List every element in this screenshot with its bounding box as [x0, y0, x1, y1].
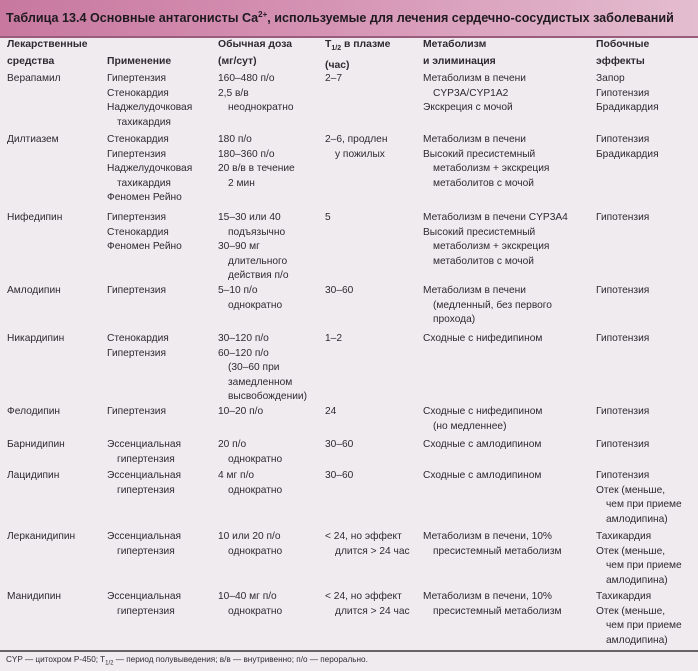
dose-line: 2 мин	[228, 177, 255, 189]
cell-side	[596, 590, 682, 648]
side-line: Гипотензия	[596, 470, 650, 481]
metab-line: Метаболизм в печени, 10%	[423, 531, 552, 542]
use-line: Эссенциальная	[107, 439, 182, 450]
cell-drug	[7, 438, 65, 453]
use-line: Гипертензия	[107, 347, 166, 359]
cell-use	[107, 438, 181, 467]
use-line: Гипертензия	[107, 73, 166, 84]
cell-t12	[325, 438, 353, 453]
t12-line: < 24, но эффект	[325, 591, 402, 602]
metab-line: Сходные с амлодипином	[423, 439, 542, 450]
cell-use	[107, 211, 182, 255]
use-line: Наджелудочковая	[107, 163, 193, 174]
cell-drug	[7, 332, 64, 347]
cell-metab	[423, 590, 562, 619]
cell-drug	[7, 133, 59, 148]
metab-line: (но медленнее)	[433, 420, 507, 432]
cell-dose	[218, 438, 282, 467]
cell-dose	[218, 284, 282, 313]
dose-line: действия п/о	[228, 270, 289, 281]
dose-line: 2,5 в/в	[218, 87, 249, 99]
dose-line: однократно	[228, 484, 283, 496]
side-line: Тахикардия	[596, 591, 652, 602]
drug-name: Лерканидипин	[7, 531, 76, 542]
side-line: чем при приеме	[606, 560, 682, 571]
side-line: Запор	[596, 73, 625, 84]
t12-line: 30–60	[325, 285, 354, 296]
cell-t12	[325, 590, 410, 619]
dose-line: однократно	[228, 299, 283, 311]
cell-metab	[423, 211, 568, 269]
metab-line: Экскреция с мочой	[423, 102, 513, 113]
cell-drug	[7, 72, 61, 87]
dose-line: подъязычно	[228, 226, 286, 238]
drug-name: Манидипин	[7, 591, 62, 602]
cell-side	[596, 72, 659, 116]
use-line: Гипертензия	[107, 148, 166, 160]
dose-line: 180–360 п/о	[218, 148, 275, 160]
use-line: Гипертензия	[107, 212, 166, 223]
t12-line: 30–60	[325, 470, 354, 481]
dose-line: неоднократно	[228, 102, 294, 113]
drug-name: Амлодипин	[7, 285, 61, 296]
dose-line: длительного	[228, 255, 288, 267]
cell-drug	[7, 284, 61, 299]
dose-line: высвобождении)	[228, 391, 308, 402]
t12-line: 30–60	[325, 439, 354, 450]
dose-line: 20 в/в в течение	[218, 163, 295, 174]
metab-line: пресистемный метаболизм	[433, 605, 562, 617]
side-line: Гипотензия	[596, 285, 650, 296]
cell-use	[107, 405, 166, 420]
use-line: гипертензия	[117, 605, 175, 617]
cell-dose	[218, 133, 295, 191]
header-drugs: Лекарственные средства	[7, 39, 88, 67]
t12-line: < 24, но эффект	[325, 531, 402, 542]
metab-line: CYP3A/CYP1A2	[433, 87, 509, 99]
dose-line: однократно	[228, 605, 283, 617]
cell-dose	[218, 590, 282, 619]
cell-side	[596, 332, 649, 347]
dose-line: 15–30 или 40	[218, 212, 281, 223]
cell-use	[107, 530, 181, 559]
dose-line: однократно	[228, 545, 283, 557]
header-half-life: $T_{1/2}$ в плазме (час)	[325, 39, 391, 71]
use-line: тахикардия	[117, 177, 171, 189]
side-line: амлодипина)	[606, 574, 668, 586]
cell-metab	[423, 438, 541, 453]
cell-t12	[325, 284, 353, 299]
cell-use	[107, 72, 192, 130]
cell-drug	[7, 469, 59, 484]
cell-dose	[218, 530, 282, 559]
cell-use	[107, 469, 181, 498]
use-line: тахикардия	[117, 116, 171, 128]
metab-line: Высокий пресистемный	[423, 226, 536, 238]
side-line: Отек (меньше,	[596, 484, 666, 496]
metab-line: прохода)	[433, 314, 476, 325]
cell-side	[596, 133, 659, 162]
metab-line: Сходные с амлодипином	[423, 470, 542, 481]
cell-use	[107, 332, 169, 361]
cell-t12	[325, 530, 410, 559]
cell-metab	[423, 332, 542, 347]
metab-line: (медленный, без первого	[433, 299, 552, 311]
side-line: Гипотензия	[596, 333, 650, 344]
dose-line: замедленном	[228, 376, 293, 388]
dose-line: однократно	[228, 453, 283, 465]
dose-line: 30–120 п/о	[218, 333, 269, 344]
cell-side	[596, 284, 649, 299]
dose-line: 10–40 мг п/о	[218, 591, 277, 602]
cell-dose	[218, 469, 282, 498]
t12-line: 2–6, продлен	[325, 134, 388, 145]
title-superscript: 2+	[258, 10, 268, 19]
title-text: Таблица 13.4 Основные антагонисты Ca	[6, 11, 259, 26]
cell-metab	[423, 530, 562, 559]
cell-metab	[423, 284, 552, 328]
cell-use	[107, 133, 192, 206]
drug-name: Фелодипин	[7, 406, 61, 417]
metab-line: метаболитов с мочой	[433, 177, 534, 189]
table-title	[6, 10, 674, 25]
cell-use	[107, 284, 166, 299]
metab-line: Метаболизм в печени	[423, 285, 526, 296]
cell-drug	[7, 530, 75, 545]
use-line: Эссенциальная	[107, 531, 182, 542]
cell-drug	[7, 405, 60, 420]
dose-line: (30–60 при	[228, 362, 280, 373]
side-line: Гипотензия	[596, 439, 650, 450]
side-line: Гипотензия	[596, 406, 650, 417]
cell-metab	[423, 405, 542, 434]
dose-line: 30–90 мг	[218, 241, 260, 252]
dose-line: 20 п/о	[218, 439, 247, 450]
cell-dose	[218, 211, 289, 284]
t12-line: 24	[325, 406, 337, 417]
metab-line: Сходные с нифедипином	[423, 406, 543, 417]
cell-side	[596, 469, 682, 527]
cell-dose	[218, 332, 307, 405]
t12-line: у пожилых	[335, 148, 385, 160]
metab-line: Метаболизм в печени, 10%	[423, 591, 552, 602]
cell-drug	[7, 211, 62, 226]
use-line: Гипертензия	[107, 406, 166, 417]
side-line: Тахикардия	[596, 531, 652, 542]
use-line: Феномен Рейно	[107, 192, 182, 203]
side-line: Отек (меньше,	[596, 545, 666, 557]
side-line: Гипотензия	[596, 134, 650, 145]
metab-line: Сходные с нифедипином	[423, 333, 543, 344]
side-line: чем при приеме	[606, 499, 682, 510]
use-line: гипертензия	[117, 484, 175, 496]
dose-line: 10–20 п/о	[218, 406, 264, 417]
use-line: Стенокардия	[107, 87, 169, 99]
header-side-effects: Побочные эффекты	[596, 39, 650, 67]
drug-name: Нифедипин	[7, 212, 63, 223]
t12-line: длится > 24 час	[335, 545, 410, 557]
use-line: Эссенциальная	[107, 470, 182, 481]
title-text-suffix: , используемые для лечения сердечно-сосудистых заболеваний	[267, 11, 674, 26]
cell-dose	[218, 405, 263, 420]
t12-line: 2–7	[325, 73, 342, 84]
use-line: Стенокардия	[107, 333, 169, 344]
cell-side	[596, 438, 649, 453]
metab-line: метаболизм + экскреция	[433, 163, 550, 174]
dose-line: 4 мг п/о	[218, 470, 255, 481]
cell-side	[596, 405, 649, 420]
header-dose: Обычная доза (мг/сут)	[218, 39, 293, 67]
metab-line: Метаболизм в печени	[423, 73, 526, 84]
side-line: амлодипина)	[606, 634, 668, 646]
cell-t12	[325, 211, 331, 226]
cell-t12	[325, 133, 387, 162]
side-line: Гипотензия	[596, 212, 650, 223]
t12-line: длится > 24 час	[335, 605, 410, 617]
cell-metab	[423, 133, 549, 191]
dose-line: 60–120 п/о	[218, 347, 269, 359]
use-line: Стенокардия	[107, 134, 169, 145]
side-line: чем при приеме	[606, 620, 682, 631]
header-metabolism: Метаболизм и элиминация	[423, 39, 496, 67]
cell-t12	[325, 72, 342, 87]
use-line: Наджелудочковая	[107, 102, 193, 113]
side-line: Брадикардия	[596, 102, 659, 113]
side-line: амлодипина)	[606, 513, 668, 525]
header-use: Применение	[107, 55, 172, 67]
use-line: Феномен Рейно	[107, 241, 182, 252]
metab-line: Высокий пресистемный	[423, 148, 536, 160]
metab-line: метаболизм + экскреция	[433, 241, 550, 252]
drug-name: Дилтиазем	[7, 134, 59, 145]
use-line: гипертензия	[117, 545, 175, 557]
cell-t12	[325, 405, 336, 420]
dose-line: 10 или 20 п/о	[218, 531, 281, 542]
cell-drug	[7, 590, 61, 605]
metab-line: пресистемный метаболизм	[433, 545, 562, 557]
dose-line: 160–480 п/о	[218, 73, 275, 84]
use-line: Стенокардия	[107, 226, 169, 238]
use-line: Гипертензия	[107, 285, 166, 296]
drug-name: Барнидипин	[7, 439, 65, 450]
use-line: гипертензия	[117, 453, 175, 465]
table-title-bar	[0, 0, 698, 38]
side-line: Отек (меньше,	[596, 605, 666, 617]
cell-t12	[325, 332, 342, 347]
footnote: CYP — цитохром P-450; $T_{1/2}$ — период полувыведения; в/в — внутривенно; п/о — перорально.	[6, 655, 368, 667]
cell-side	[596, 530, 682, 588]
cell-side	[596, 211, 649, 226]
dose-line: 5–10 п/о	[218, 285, 258, 296]
cell-metab	[423, 469, 541, 484]
dose-line: 180 п/о	[218, 134, 252, 145]
use-line: Эссенциальная	[107, 591, 182, 602]
cell-use	[107, 590, 181, 619]
side-line: Брадикардия	[596, 148, 659, 160]
t12-line: 5	[325, 212, 331, 223]
drug-name: Никардипин	[7, 333, 65, 344]
footer-divider	[0, 650, 698, 652]
metab-line: метаболитов с мочой	[433, 255, 534, 267]
metab-line: Метаболизм в печени CYP3A4	[423, 212, 568, 223]
cell-t12	[325, 469, 353, 484]
drug-name: Лацидипин	[7, 470, 60, 481]
metab-line: Метаболизм в печени	[423, 134, 526, 145]
side-line: Гипотензия	[596, 87, 650, 99]
drug-name: Верапамил	[7, 73, 61, 84]
cell-metab	[423, 72, 526, 116]
cell-dose	[218, 72, 294, 116]
t12-line: 1–2	[325, 333, 342, 344]
